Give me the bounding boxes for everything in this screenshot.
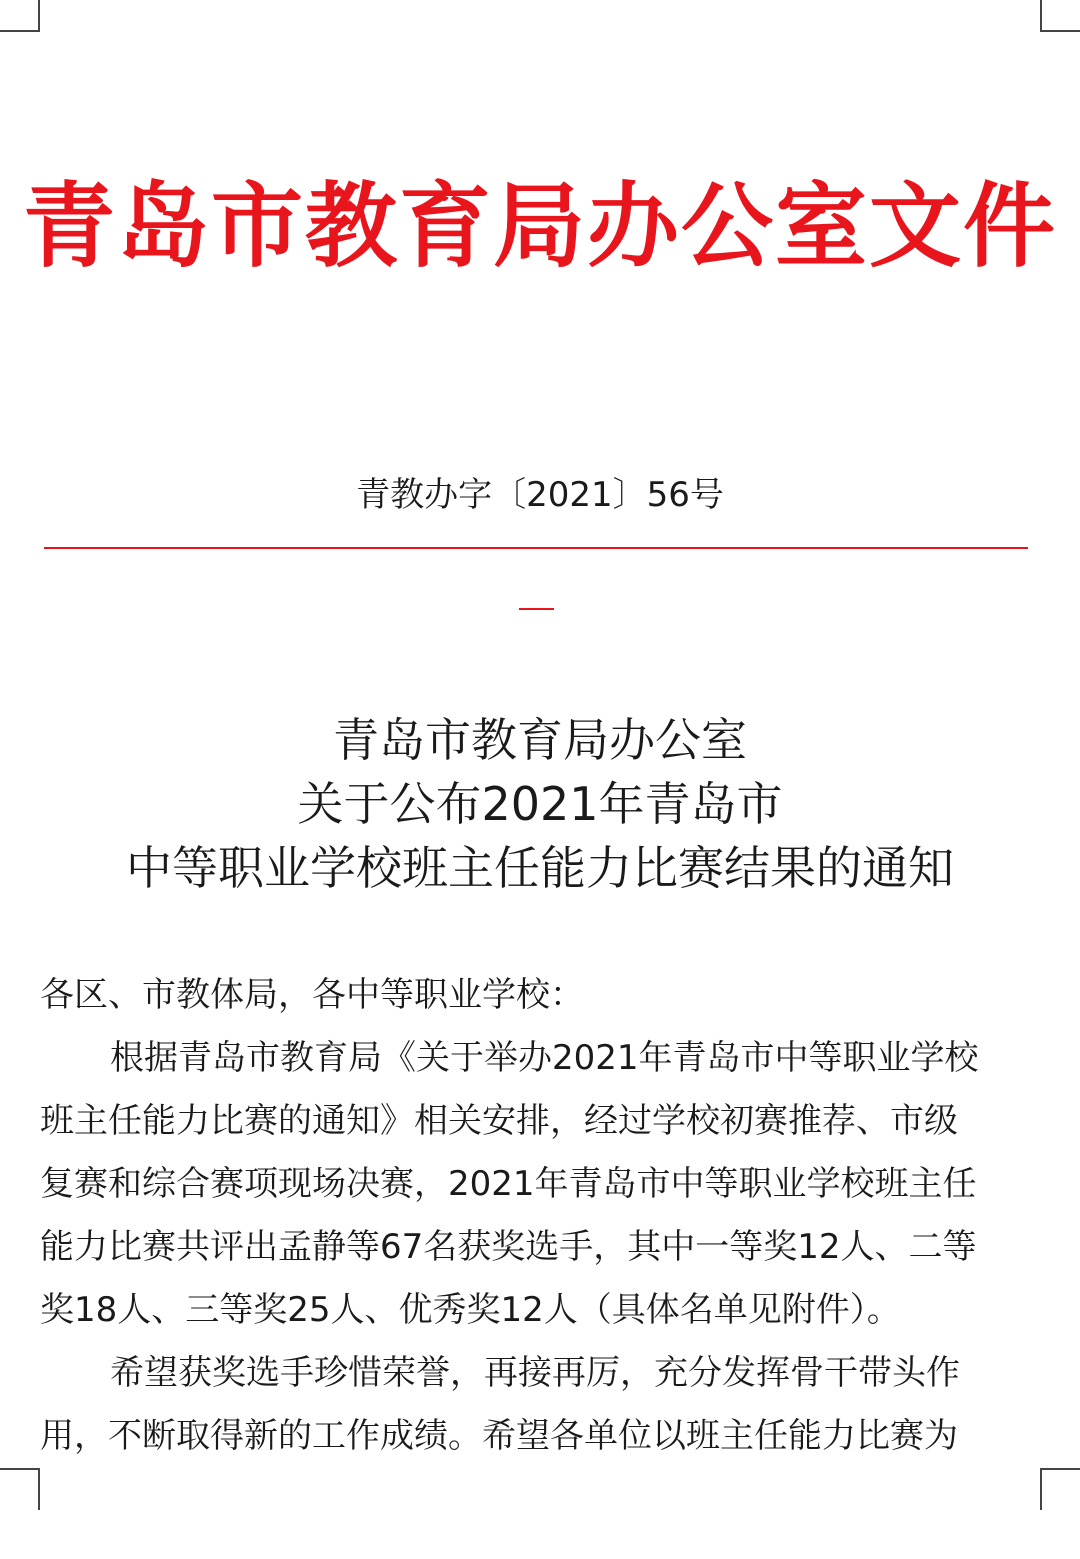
crop-mark-bottom-left — [0, 1468, 40, 1510]
notice-title-line: 关于公布2021年青岛市 — [297, 777, 783, 831]
paragraph-line: 奖18人、三等奖25人、优秀奖12人（具体名单见附件）。 — [40, 1290, 901, 1330]
paragraph-line: 根据青岛市教育局《关于举办2021年青岛市中等职业学校 — [110, 1038, 979, 1078]
document-number: 青教办字〔2021〕56号 — [356, 475, 724, 515]
paragraph-line: 能力比赛共评出孟静等67名获奖选手，其中一等奖12人、二等 — [40, 1227, 977, 1267]
paragraph-line: 希望获奖选手珍惜荣誉，再接再厉，充分发挥骨干带头作 — [110, 1353, 960, 1393]
salutation: 各区、市教体局，各中等职业学校： — [40, 975, 584, 1015]
document-header-title: 青岛市教育局办公室文件 — [22, 173, 1057, 280]
crop-mark-bottom-right — [1040, 1468, 1080, 1510]
red-divider-line — [44, 547, 1028, 549]
paragraph-line: 复赛和综合赛项现场决赛，2021年青岛市中等职业学校班主任 — [40, 1164, 977, 1204]
paragraph-line: 用，不断取得新的工作成绩。希望各单位以班主任能力比赛为 — [40, 1416, 958, 1456]
paragraph-line: 班主任能力比赛的通知》相关安排，经过学校初赛推荐、市级 — [40, 1101, 958, 1141]
notice-title-line: 中等职业学校班主任能力比赛结果的通知 — [126, 841, 954, 895]
notice-title-line: 青岛市教育局办公室 — [333, 713, 747, 767]
notice-body — [40, 964, 1040, 1468]
red-dash-mark — [519, 608, 554, 610]
crop-mark-top-left — [0, 0, 40, 32]
crop-mark-top-right — [1040, 0, 1080, 32]
notice-title — [0, 708, 1080, 900]
